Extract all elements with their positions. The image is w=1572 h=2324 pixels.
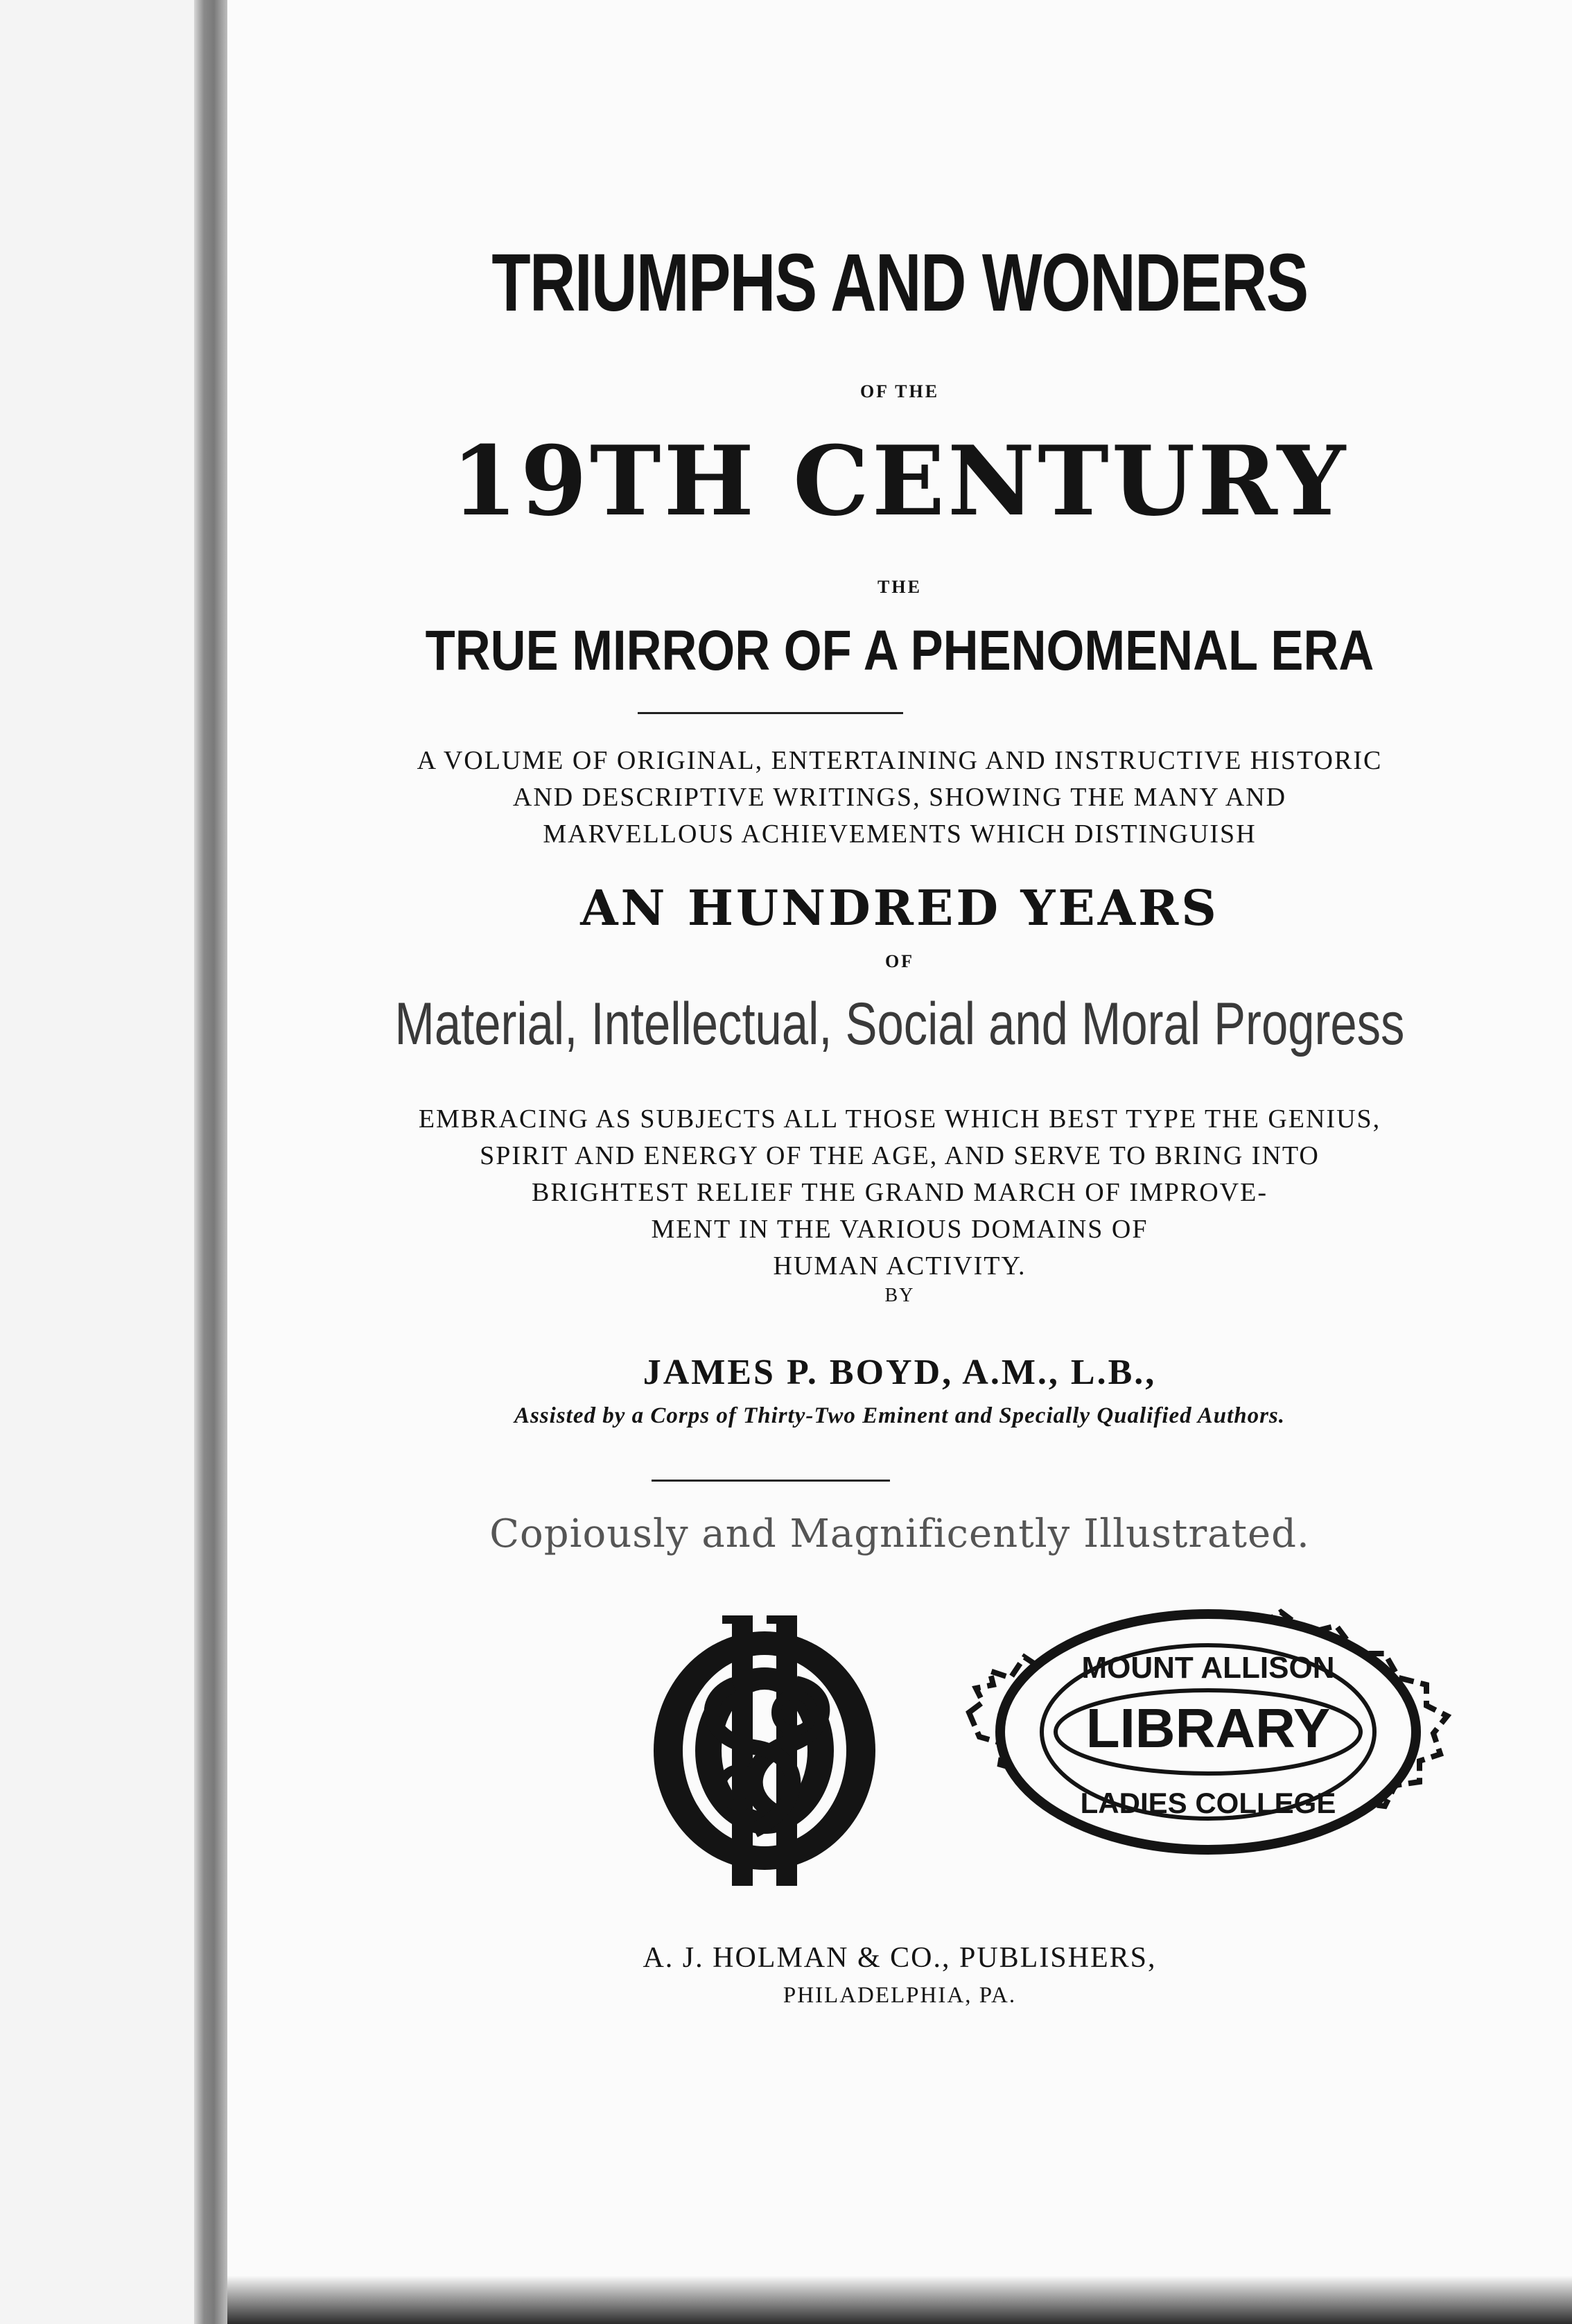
- divider-rule: [638, 712, 903, 714]
- embracing-line: HUMAN ACTIVITY.: [773, 1251, 1027, 1281]
- embracing-line: MENT IN THE VARIOUS DOMAINS OF: [651, 1215, 1149, 1244]
- illustrated-note: Copiously and Magnificently Illustrated.: [489, 1511, 1310, 1556]
- book-gutter: [194, 0, 227, 2324]
- author-name: JAMES P. BOYD, A.M., L.B.,: [643, 1353, 1157, 1392]
- description-line: AND DESCRIPTIVE WRITINGS, SHOWING THE MANY AND: [512, 783, 1287, 812]
- the-text: THE: [877, 577, 922, 597]
- title-page: [227, 0, 1572, 2324]
- progress-heading: Material, Intellectual, Social and Moral Progress: [394, 991, 1405, 1057]
- subtitle: TRUE MIRROR OF A PHENOMENAL ERA: [425, 619, 1374, 682]
- stamp-bottom-text: LADIES COLLEGE: [1080, 1787, 1336, 1819]
- description-line: MARVELLOUS ACHIEVEMENTS WHICH DISTINGUISH: [543, 820, 1257, 849]
- of-text: OF: [884, 951, 915, 971]
- facing-page: [0, 0, 195, 2324]
- 1899-monogram-icon: [650, 1608, 886, 1893]
- by-text: BY: [884, 1285, 915, 1306]
- stamp-top-text: MOUNT ALLISON: [1081, 1651, 1335, 1685]
- main-title: TRIUMPHS AND WONDERS: [491, 237, 1308, 329]
- publisher-line: A. J. HOLMAN & CO., PUBLISHERS,: [643, 1942, 1157, 1974]
- description-line: A VOLUME OF ORIGINAL, ENTERTAINING AND INSTRUCTIVE HISTORIC: [417, 746, 1383, 775]
- embracing-line: EMBRACING AS SUBJECTS ALL THOSE WHICH BEST TYPE THE GENIUS,: [418, 1104, 1381, 1134]
- century-title: 19TH CENTURY: [451, 424, 1349, 537]
- page-bottom-shadow: [227, 2275, 1572, 2324]
- stamp-middle-text: LIBRARY: [1085, 1697, 1331, 1759]
- assisted-note: Assisted by a Corps of Thirty-Two Eminent and Specially Qualified Authors.: [514, 1403, 1286, 1428]
- embracing-line: BRIGHTEST RELIEF THE GRAND MARCH OF IMPROVE-: [532, 1178, 1268, 1207]
- of-the-text: OF THE: [859, 381, 940, 401]
- embracing-line: SPIRIT AND ENERGY OF THE AGE, AND SERVE TO BRING INTO: [480, 1141, 1320, 1170]
- library-stamp-icon: [941, 1574, 1454, 1865]
- divider-rule: [652, 1480, 890, 1482]
- publisher-place: PHILADELPHIA, PA.: [783, 1983, 1017, 2008]
- hundred-years-heading: AN HUNDRED YEARS: [580, 879, 1219, 937]
